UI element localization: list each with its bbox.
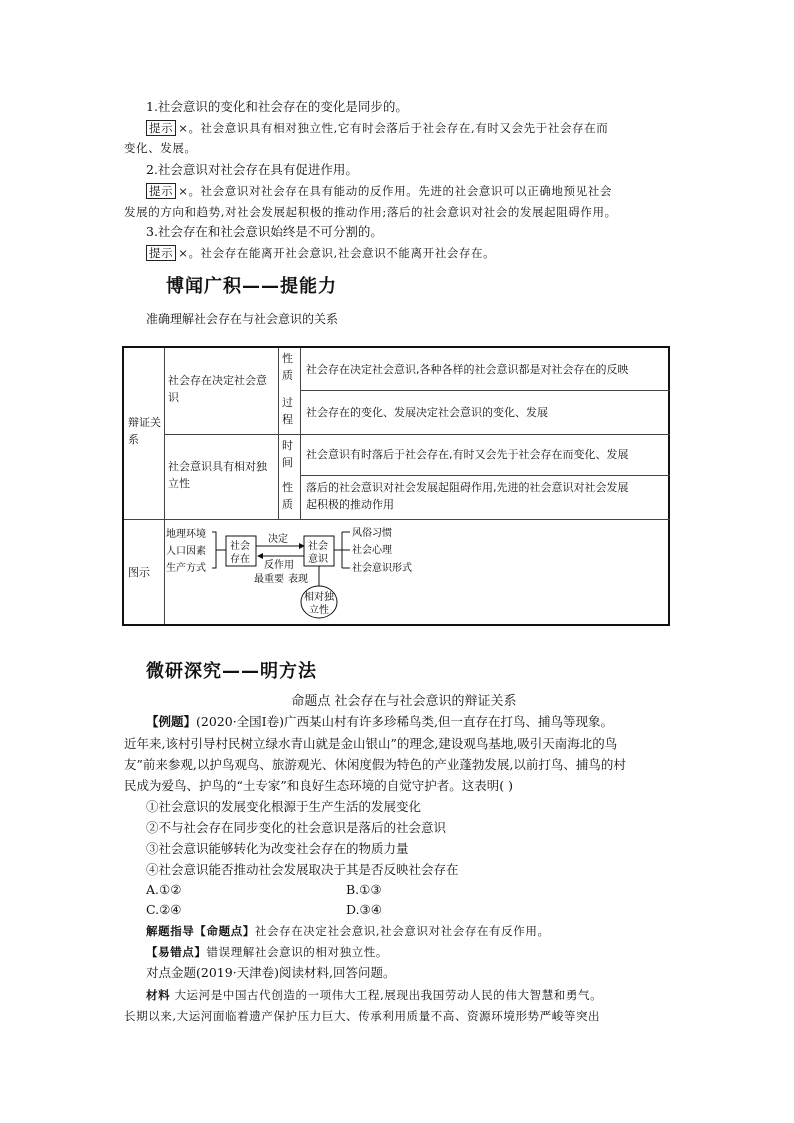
- most-important-label: 最重要: [254, 574, 284, 585]
- group-1-label-b: 识: [168, 391, 179, 404]
- row-1-value: 社会存在决定社会意识,各种各样的社会意识都是对社会存在的反映: [306, 363, 629, 376]
- hint-3-line-a: [146, 243, 706, 263]
- practice-line: 对点金题(2019·天津卷)阅读材料,回答问题。: [146, 965, 396, 980]
- example-label: 【例题】: [146, 714, 197, 729]
- row-3-key-a: 时: [282, 439, 293, 452]
- group-1-label-a: 社会存在决定社会意: [168, 374, 267, 387]
- option-2: ②不与社会存在同步变化的社会意识是落后的社会意识: [146, 820, 447, 835]
- dialectic-label-b: 系: [128, 433, 139, 446]
- guide-text: 社会存在决定社会意识,社会意识对社会存在有反作用。: [254, 924, 550, 938]
- row-2-key-b: 程: [282, 413, 293, 426]
- row-4-value: [306, 479, 629, 513]
- diagram-left-3: 生产方式: [166, 563, 206, 574]
- group-2-label-a: 社会意识具有相对独: [168, 460, 267, 473]
- decide-label: 决定: [268, 534, 288, 545]
- react-label: 反作用: [264, 560, 294, 571]
- example-line-2: 近年来,该村引导村民树立绿水青山就是金山银山”的理念,建设观鸟基地,吸引天南海北的鸟: [124, 736, 618, 751]
- choice-c: C.②④: [146, 902, 182, 917]
- row-4-key-b: 质: [282, 498, 293, 511]
- row-1-key-b: 质: [282, 369, 293, 382]
- hint-label: 提示: [146, 120, 176, 136]
- option-4: ④社会意识能否推动社会发展取决于其是否反映社会存在: [146, 862, 459, 877]
- choice-b: B.①③: [346, 882, 382, 897]
- dialectic-label-a: 辩证关: [128, 416, 161, 429]
- material-line-2: 长期以来,大运河面临着遗产保护压力巨大、传承利用质量不高、资源环境形势严峻等突出: [124, 1009, 601, 1023]
- circle-text-b: 立性: [309, 605, 329, 616]
- group-2-label: [168, 458, 280, 492]
- diagram-left-1: 地理环境: [166, 529, 206, 540]
- show-label: 表现: [288, 574, 308, 585]
- row-2-key-a: 过: [282, 396, 293, 409]
- error-text: 错误理解社会意识的相对独立性。: [206, 945, 388, 959]
- circle-text-a: 相对独: [304, 592, 334, 603]
- row-1-key: [282, 350, 293, 384]
- example-line-1: [146, 712, 706, 732]
- hint-2-line-a: [146, 181, 706, 201]
- group-1-label: [168, 372, 280, 406]
- box1-text-b: 存在: [230, 554, 250, 565]
- hint-2-text: ×。社会意识对社会存在具有能动的反作用。先进的社会意识可以正确地预见社会: [178, 184, 612, 198]
- example-text-1: (2020·全国Ⅰ卷)广西某山村有许多珍稀鸟类,但一直存在打鸟、捕鸟等现象。: [196, 714, 613, 729]
- diagram-right-1: 风俗习惯: [352, 528, 392, 539]
- row-4-key-a: 性: [282, 481, 293, 494]
- guide-line: [146, 921, 706, 941]
- question-2: 2.社会意识对社会存在具有促进作用。: [146, 162, 358, 177]
- option-1: ①社会意识的发展变化根源于生产生活的发展变化: [146, 799, 422, 814]
- question-3: 3.社会存在和社会意识始终是不可分割的。: [146, 224, 383, 239]
- hint-1-line-b: 变化、发展。: [124, 141, 197, 155]
- row-3-value: 社会意识有时落后于社会存在,有时又会先于社会存在而变化、发展: [306, 448, 629, 461]
- row-1-key-a: 性: [282, 352, 293, 365]
- relation-table: [122, 346, 670, 626]
- hint-2-line-b: 发展的方向和趋势,对社会发展起积极的推动作用;落后的社会意识对社会的发展起阻碍作用。: [124, 205, 617, 219]
- right-bracket: [334, 532, 350, 568]
- hint-label: 提示: [146, 183, 176, 199]
- row-4-value-b: 起积极的推动作用: [306, 498, 394, 511]
- row-4-key: [282, 479, 293, 513]
- dialectic-label: [128, 414, 161, 448]
- material-label: 材料: [146, 988, 171, 1002]
- section-subtitle-1: 准确理解社会存在与社会意识的关系: [146, 312, 339, 326]
- choice-a: A.①②: [146, 882, 182, 897]
- row-2-key: [282, 394, 293, 428]
- option-3: ③社会意识能够转化为改变社会存在的物质力量: [146, 841, 409, 856]
- question-1: 1.社会意识的变化和社会存在的变化是同步的。: [146, 99, 408, 114]
- topic-line: 命题点 社会存在与社会意识的辩证关系: [291, 694, 517, 709]
- example-line-3: 友”前来参观,以护鸟观鸟、旅游观光、休闲度假为特色的产业蓬勃发展,以前打鸟、捕鸟的村: [124, 757, 626, 772]
- error-line: [146, 942, 706, 962]
- hint-3-text: ×。社会存在能离开社会意识,社会意识不能离开社会存在。: [178, 246, 496, 260]
- diagram-left-2: 人口因素: [166, 546, 206, 557]
- box2-text-b: 意识: [308, 554, 328, 565]
- row-2-value: 社会存在的变化、发展决定社会意识的变化、发展: [306, 406, 548, 419]
- guide-label: 解题指导【命题点】: [146, 924, 255, 938]
- row-3-key-b: 间: [282, 456, 293, 469]
- diagram-label: 图示: [128, 566, 150, 579]
- row-3-key: [282, 437, 293, 471]
- material-text-1: 大运河是中国古代创造的一项伟大工程,展现出我国劳动人民的伟大智慧和勇气。: [170, 988, 603, 1002]
- hint-1-line-a: [146, 118, 706, 138]
- section-heading-1: 博闻广积——提能力: [166, 276, 337, 297]
- row-4-value-a: 落后的社会意识对社会发展起阻碍作用,先进的社会意识对社会发展: [306, 481, 629, 494]
- hint-1-text: ×。社会意识具有相对独立性,它有时会落后于社会存在,有时又会先于社会存在而: [178, 121, 609, 135]
- choice-d: D.③④: [346, 902, 382, 917]
- example-line-4: 民成为爱鸟、护鸟的“土专家”和良好生态环境的自觉守护者。这表明( ): [124, 778, 514, 793]
- left-bracket: [212, 532, 226, 568]
- material-line-1: [146, 985, 706, 1005]
- error-label: 【易错点】: [146, 945, 207, 959]
- group-2-label-b: 立性: [168, 477, 190, 490]
- section-heading-2: 微研深究——明方法: [146, 661, 317, 682]
- diagram-right-3: 社会意识形式: [352, 563, 412, 574]
- box2-text-a: 社会: [308, 541, 328, 552]
- box1-text-a: 社会: [230, 541, 250, 552]
- hint-label: 提示: [146, 245, 176, 261]
- diagram-right-2: 社会心理: [352, 545, 392, 556]
- relation-diagram: [164, 522, 464, 622]
